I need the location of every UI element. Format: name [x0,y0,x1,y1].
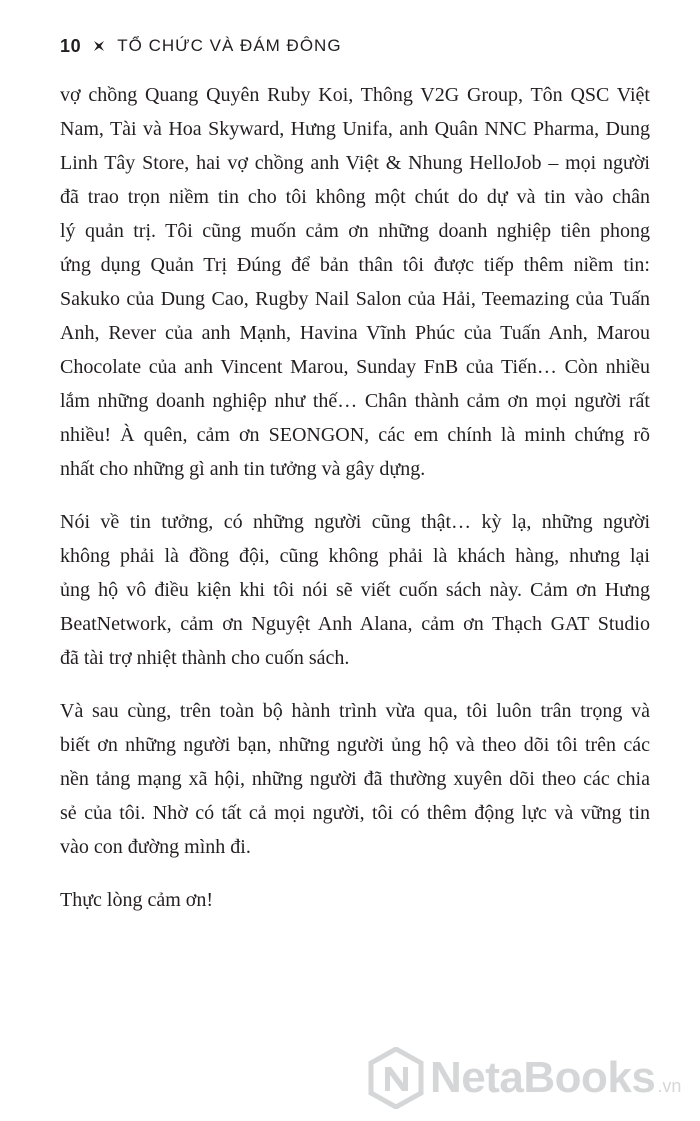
text-line: lắm những doanh nghiệp như thế… Chân thành cảm ơn mọi người rất [60,390,650,412]
text-line: Nam, Tài và Hoa Skyward, Hưng Unifa, anh Quân NNC Pharma, Dung [60,118,650,140]
page-number: 10 [60,35,82,56]
body-text [60,78,650,936]
chapter-title: TỔ CHỨC VÀ ĐÁM ĐÔNG [117,36,342,55]
text-line: Anh, Rever của anh Mạnh, Havina Vĩnh Phúc của Tuấn Anh, Marou [60,322,650,344]
text-line: đã tài trợ nhiệt thành cho cuốn sách. [60,647,350,669]
text-line: BeatNetwork, cảm ơn Nguyệt Anh Alana, cảm ơn Thạch GAT Studio [60,613,650,635]
text-line: biết ơn những người bạn, những người ủng hộ và theo dõi tôi trên các [60,734,650,756]
text-line: vợ chồng Quang Quyên Ruby Koi, Thông V2G Group, Tôn QSC Việt [60,84,650,106]
paragraph-acknowledgements-sponsors [60,505,650,675]
text-line: Nói về tin tưởng, có những người cũng thật… kỳ lạ, những người [60,511,650,533]
watermark-brand: NetaBooks [430,1053,656,1102]
netabooks-n-logo-icon [368,1047,424,1109]
text-line: sẻ của tôi. Nhờ có tất cả mọi người, tôi có thêm động lực và vững tin [60,802,650,824]
text-line: ứng dụng Quản Trị Đúng để bản thân tôi được tiếp thêm niềm tin: [60,254,650,276]
text-line: Thực lòng cảm ơn! [60,889,214,911]
paragraph-acknowledgements-businesses [60,78,650,486]
text-line: Và sau cùng, trên toàn bộ hành trình vừa qua, tôi luôn trân trọng và [60,700,650,722]
text-line: nhiều! À quên, cảm ơn SEONGON, các em chính là minh chứng rõ [60,424,650,446]
paragraph-acknowledgements-followers [60,694,650,864]
paragraph-closing [60,883,650,917]
watermark-suffix: .vn [657,1076,682,1096]
text-line: nhất cho những gì anh tin tưởng và gây dựng. [60,458,426,480]
text-line: Linh Tây Store, hai vợ chồng anh Việt & Nhung HelloJob – mọi người [60,152,650,174]
text-line: ủng hộ vô điều kiện khi tôi nói sẽ viết cuốn sách này. Cảm ơn Hưng [60,579,650,601]
text-line: không phải là đồng đội, cũng không phải là khách hàng, nhưng lại [60,545,650,567]
text-line: Chocolate của anh Vincent Marou, Sunday FnB của Tiến… Còn nhiều [60,356,650,378]
text-line: đã trao trọn niềm tin cho tôi không một chút do dự và tin vào chân [60,186,650,208]
running-header [60,32,342,60]
text-line: lý quản trị. Tôi cũng muốn cảm ơn những doanh nghiệp tiên phong [60,220,650,242]
netabooks-watermark [368,1043,681,1113]
text-line: Sakuko của Dung Cao, Rugby Nail Salon của Hải, Teemazing của Tuấn [60,288,650,310]
cross-star-icon [93,40,105,52]
text-line: vào con đường mình đi. [60,836,251,858]
text-line: nền tảng mạng xã hội, những người đã thường xuyên dõi theo các chia [60,768,650,790]
